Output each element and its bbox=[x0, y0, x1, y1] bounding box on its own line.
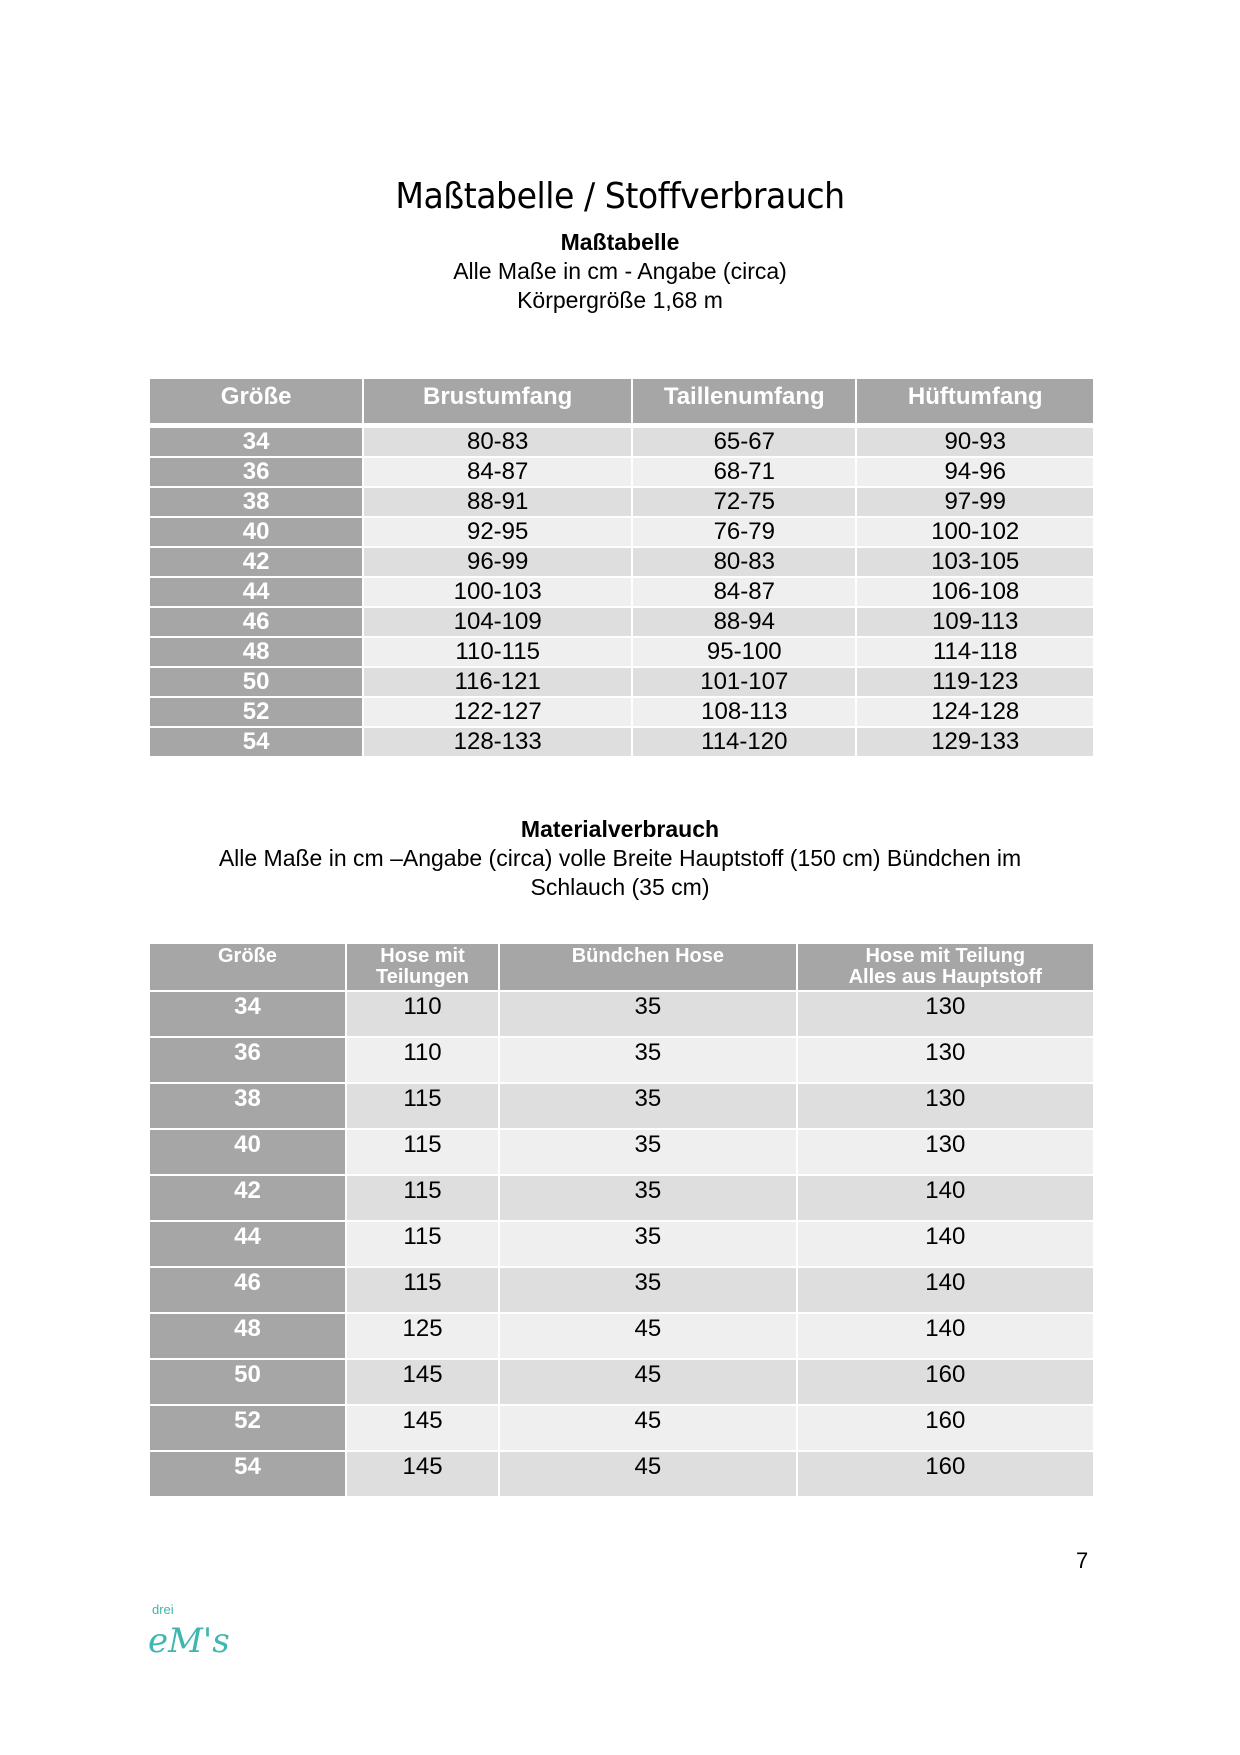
material-value-cell: 115 bbox=[347, 1268, 498, 1312]
size-chart-row bbox=[150, 728, 1093, 756]
size-chart-value-cell: 84-87 bbox=[633, 578, 855, 606]
logo-main-text: eM's bbox=[148, 1621, 230, 1660]
size-chart-size-cell: 46 bbox=[150, 608, 362, 636]
material-value-cell: 125 bbox=[347, 1314, 498, 1358]
size-chart-value-cell: 103-105 bbox=[857, 548, 1093, 576]
header-size: Größe bbox=[150, 379, 362, 423]
size-chart-value-cell: 65-67 bbox=[633, 428, 855, 456]
size-chart-value-cell: 97-99 bbox=[857, 488, 1093, 516]
material-value-cell: 35 bbox=[500, 1268, 795, 1312]
header-pants-main-fabric bbox=[798, 944, 1093, 990]
size-chart-header-row bbox=[150, 379, 1093, 423]
size-chart-value-cell: 100-103 bbox=[364, 578, 631, 606]
size-chart-value-cell: 129-133 bbox=[857, 728, 1093, 756]
size-chart-note-2: Körpergröße 1,68 m bbox=[517, 287, 723, 313]
material-value-cell: 115 bbox=[347, 1176, 498, 1220]
material-heading: Materialverbrauch bbox=[520, 816, 720, 842]
material-size-cell: 54 bbox=[150, 1452, 345, 1496]
size-chart-value-cell: 119-123 bbox=[857, 668, 1093, 696]
header-pants-divisions-line2: Teilungen bbox=[376, 966, 470, 988]
size-chart-value-cell: 84-87 bbox=[364, 458, 631, 486]
material-value-cell: 140 bbox=[798, 1176, 1093, 1220]
material-row bbox=[150, 1176, 1093, 1220]
size-chart-value-cell: 72-75 bbox=[633, 488, 855, 516]
brand-logo bbox=[148, 1600, 244, 1660]
header-cuff-pants-label: Bündchen Hose bbox=[571, 945, 724, 967]
material-value-cell: 35 bbox=[500, 1130, 795, 1174]
material-value-cell: 145 bbox=[347, 1360, 498, 1404]
material-size-cell: 42 bbox=[150, 1176, 345, 1220]
material-value-cell: 145 bbox=[347, 1452, 498, 1496]
header-waist: Taillenumfang bbox=[633, 379, 855, 423]
material-row bbox=[150, 1314, 1093, 1358]
header-cuff-pants bbox=[500, 944, 795, 990]
size-chart-size-cell: 38 bbox=[150, 488, 362, 516]
size-chart-value-cell: 101-107 bbox=[633, 668, 855, 696]
material-value-cell: 130 bbox=[798, 1084, 1093, 1128]
size-chart-row bbox=[150, 638, 1093, 666]
material-row bbox=[150, 1038, 1093, 1082]
material-note-1: Alle Maße in cm –Angabe (circa) volle Breite Hauptstoff (150 cm) Bündchen im bbox=[218, 845, 1022, 871]
size-chart-size-cell: 52 bbox=[150, 698, 362, 726]
header-size-label: Größe bbox=[218, 945, 277, 967]
size-chart-size-cell: 54 bbox=[150, 728, 362, 756]
material-row bbox=[150, 1130, 1093, 1174]
material-value-cell: 35 bbox=[500, 1222, 795, 1266]
size-chart-size-cell: 44 bbox=[150, 578, 362, 606]
size-chart-size-cell: 42 bbox=[150, 548, 362, 576]
material-row bbox=[150, 1406, 1093, 1450]
material-header-row bbox=[150, 944, 1093, 990]
material-value-cell: 45 bbox=[500, 1406, 795, 1450]
material-row bbox=[150, 1452, 1093, 1496]
size-chart-note-1: Alle Maße in cm - Angabe (circa) bbox=[453, 258, 787, 284]
size-chart-value-cell: 116-121 bbox=[364, 668, 631, 696]
material-value-cell: 130 bbox=[798, 1038, 1093, 1082]
material-size-cell: 46 bbox=[150, 1268, 345, 1312]
size-chart-value-cell: 104-109 bbox=[364, 608, 631, 636]
size-chart-row bbox=[150, 428, 1093, 456]
material-value-cell: 130 bbox=[798, 1130, 1093, 1174]
size-chart-value-cell: 122-127 bbox=[364, 698, 631, 726]
size-chart-value-cell: 90-93 bbox=[857, 428, 1093, 456]
material-value-cell: 110 bbox=[347, 992, 498, 1036]
size-chart-value-cell: 88-91 bbox=[364, 488, 631, 516]
logo-small-text: drei bbox=[152, 1602, 174, 1617]
material-value-cell: 160 bbox=[798, 1360, 1093, 1404]
size-chart-row bbox=[150, 578, 1093, 606]
material-value-cell: 35 bbox=[500, 1176, 795, 1220]
material-value-cell: 45 bbox=[500, 1360, 795, 1404]
size-chart-value-cell: 88-94 bbox=[633, 608, 855, 636]
page-title: Maßtabelle / Stoffverbrauch bbox=[395, 176, 845, 218]
header-spacer bbox=[150, 425, 1093, 426]
size-chart-value-cell: 108-113 bbox=[633, 698, 855, 726]
size-chart-value-cell: 114-118 bbox=[857, 638, 1093, 666]
size-chart-value-cell: 68-71 bbox=[633, 458, 855, 486]
material-note-2: Schlauch (35 cm) bbox=[530, 874, 710, 900]
size-chart-value-cell: 100-102 bbox=[857, 518, 1093, 546]
material-size-cell: 52 bbox=[150, 1406, 345, 1450]
material-value-cell: 160 bbox=[798, 1452, 1093, 1496]
size-chart-value-cell: 80-83 bbox=[364, 428, 631, 456]
material-value-cell: 115 bbox=[347, 1222, 498, 1266]
size-chart-row bbox=[150, 518, 1093, 546]
material-row bbox=[150, 1084, 1093, 1128]
material-size-cell: 38 bbox=[150, 1084, 345, 1128]
size-chart-value-cell: 106-108 bbox=[857, 578, 1093, 606]
material-value-cell: 145 bbox=[347, 1406, 498, 1450]
size-chart-size-cell: 40 bbox=[150, 518, 362, 546]
size-chart-value-cell: 114-120 bbox=[633, 728, 855, 756]
size-chart-value-cell: 96-99 bbox=[364, 548, 631, 576]
size-chart-value-cell: 95-100 bbox=[633, 638, 855, 666]
material-size-cell: 34 bbox=[150, 992, 345, 1036]
material-row bbox=[150, 992, 1093, 1036]
size-chart-table bbox=[148, 377, 1095, 758]
page-number: 7 bbox=[1076, 1548, 1089, 1573]
size-chart-heading: Maßtabelle bbox=[560, 229, 680, 255]
size-chart-row bbox=[150, 698, 1093, 726]
material-value-cell: 160 bbox=[798, 1406, 1093, 1450]
header-bust: Brustumfang bbox=[364, 379, 631, 423]
material-size-cell: 48 bbox=[150, 1314, 345, 1358]
material-size-cell: 44 bbox=[150, 1222, 345, 1266]
material-row bbox=[150, 1268, 1093, 1312]
material-value-cell: 115 bbox=[347, 1084, 498, 1128]
size-chart-row bbox=[150, 608, 1093, 636]
size-chart-row bbox=[150, 458, 1093, 486]
size-chart-row bbox=[150, 668, 1093, 696]
material-value-cell: 35 bbox=[500, 1038, 795, 1082]
material-table bbox=[148, 942, 1095, 1498]
size-chart-size-cell: 34 bbox=[150, 428, 362, 456]
size-chart-value-cell: 76-79 bbox=[633, 518, 855, 546]
material-heading-block bbox=[0, 815, 1240, 902]
material-size-cell: 40 bbox=[150, 1130, 345, 1174]
size-chart-value-cell: 124-128 bbox=[857, 698, 1093, 726]
material-value-cell: 130 bbox=[798, 992, 1093, 1036]
size-chart-size-cell: 48 bbox=[150, 638, 362, 666]
material-value-cell: 35 bbox=[500, 992, 795, 1036]
size-chart-value-cell: 128-133 bbox=[364, 728, 631, 756]
material-value-cell: 110 bbox=[347, 1038, 498, 1082]
material-value-cell: 140 bbox=[798, 1268, 1093, 1312]
header-pants-main-fabric-line2: Alles aus Hauptstoff bbox=[848, 966, 1042, 988]
header-pants-divisions-line1: Hose mit bbox=[380, 945, 465, 967]
size-chart-size-cell: 36 bbox=[150, 458, 362, 486]
material-value-cell: 140 bbox=[798, 1222, 1093, 1266]
size-chart-row bbox=[150, 548, 1093, 576]
size-chart-row bbox=[150, 488, 1093, 516]
header-hip: Hüftumfang bbox=[857, 379, 1093, 423]
size-chart-value-cell: 94-96 bbox=[857, 458, 1093, 486]
material-value-cell: 45 bbox=[500, 1314, 795, 1358]
size-chart-value-cell: 92-95 bbox=[364, 518, 631, 546]
size-chart-heading-block bbox=[0, 228, 1240, 315]
material-value-cell: 115 bbox=[347, 1130, 498, 1174]
header-pants-divisions bbox=[347, 944, 498, 990]
header-size bbox=[150, 944, 345, 990]
size-chart-size-cell: 50 bbox=[150, 668, 362, 696]
size-chart-value-cell: 110-115 bbox=[364, 638, 631, 666]
material-row bbox=[150, 1222, 1093, 1266]
material-size-cell: 50 bbox=[150, 1360, 345, 1404]
material-size-cell: 36 bbox=[150, 1038, 345, 1082]
material-row bbox=[150, 1360, 1093, 1404]
material-value-cell: 140 bbox=[798, 1314, 1093, 1358]
size-chart-value-cell: 109-113 bbox=[857, 608, 1093, 636]
header-pants-main-fabric-line1: Hose mit Teilung bbox=[865, 945, 1026, 967]
material-value-cell: 45 bbox=[500, 1452, 795, 1496]
size-chart-value-cell: 80-83 bbox=[633, 548, 855, 576]
material-value-cell: 35 bbox=[500, 1084, 795, 1128]
